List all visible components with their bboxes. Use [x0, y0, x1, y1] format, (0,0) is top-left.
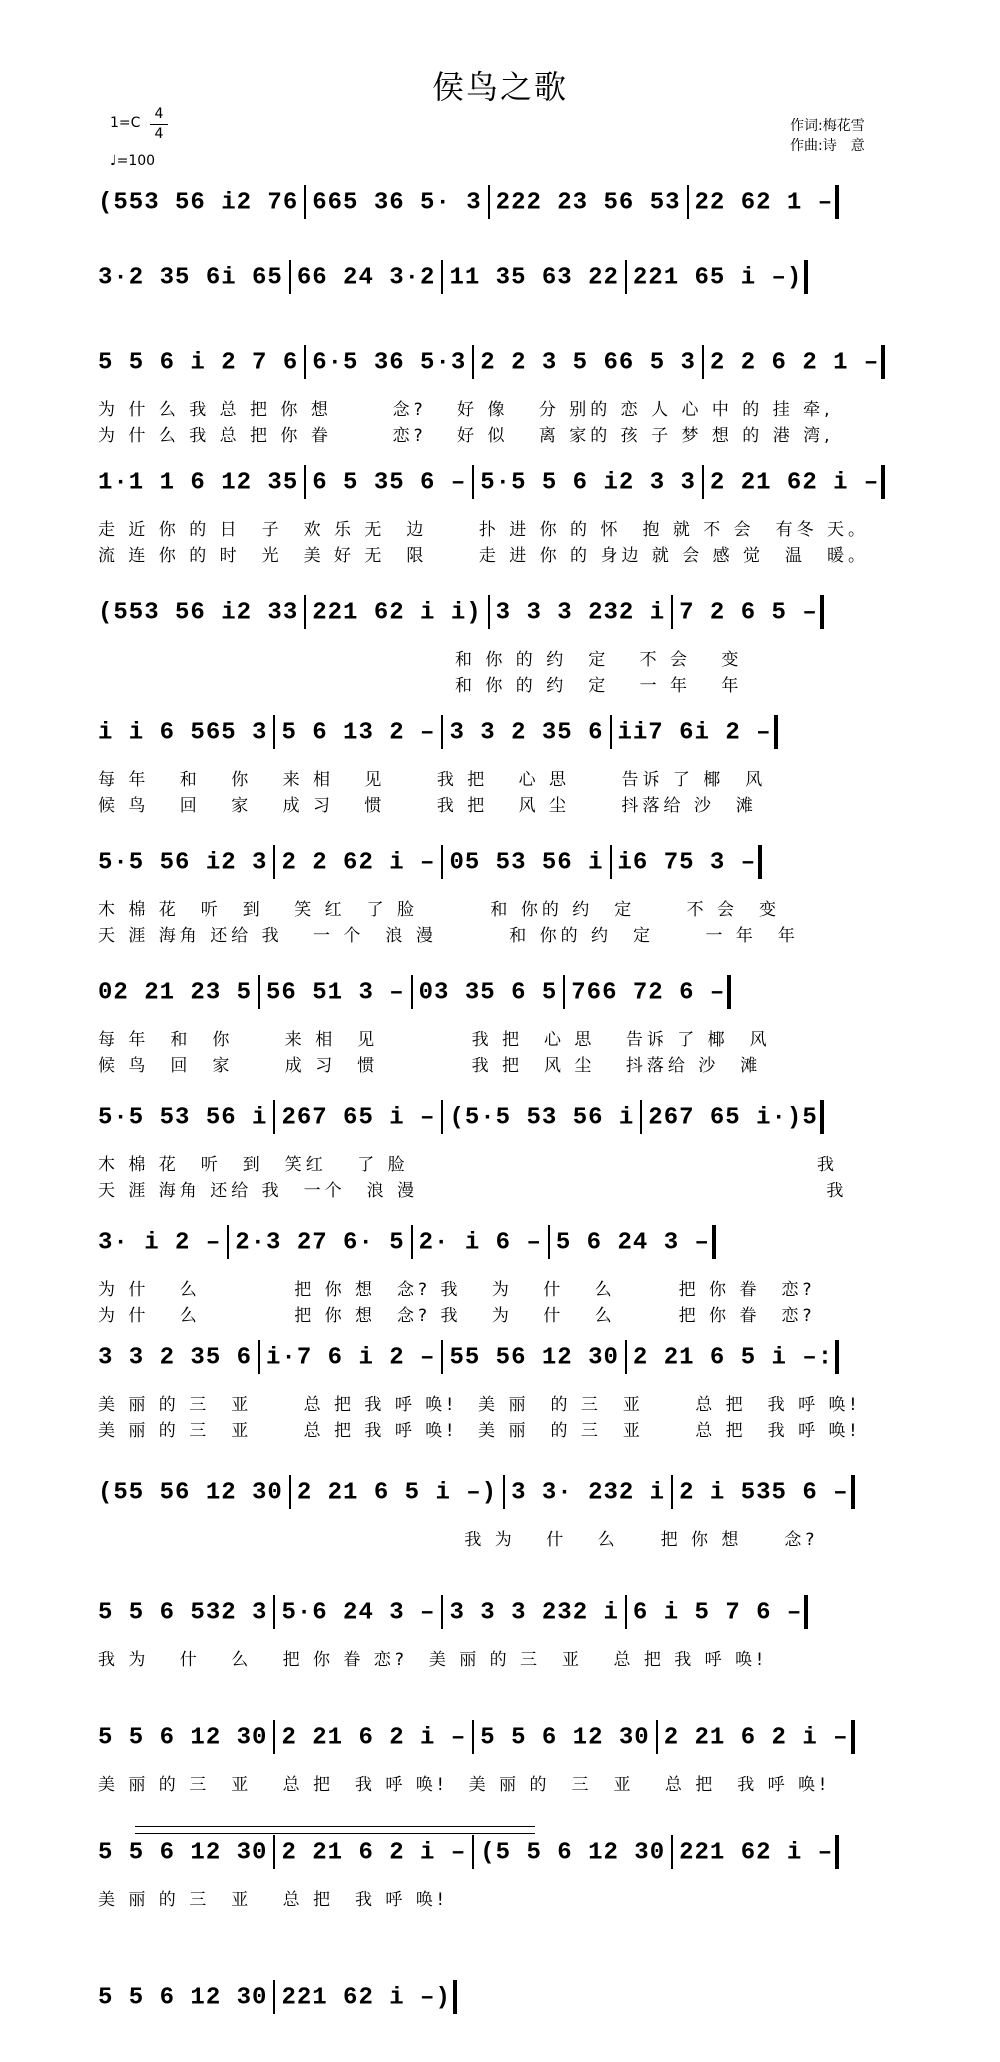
measure: 2 21 6 5 i –:	[632, 1344, 834, 1372]
measure: 5 5 6 12 30	[98, 1724, 268, 1752]
barline	[712, 1225, 716, 1259]
lyric-line: 为 什 么 我 总 把 你 眷 恋? 好 似 离 家的 孩 子 梦 想 的 港 湾,	[98, 426, 834, 446]
measure: 3 3 2 35 6	[449, 719, 604, 747]
barline	[258, 975, 260, 1009]
score-line	[98, 260, 908, 294]
barline	[273, 1835, 275, 1869]
barline	[273, 1980, 275, 2014]
lyricist: 作词:梅花雪	[790, 118, 865, 134]
measure: (553 56 i2 76	[98, 189, 299, 217]
lyric-line: 我 为 什 么 把 你 想 念?	[98, 1530, 819, 1550]
measure: 05 53 56 i	[449, 849, 604, 877]
lyric-line: 和 你 的 约 定 不 会 变	[98, 650, 743, 670]
barline	[881, 345, 885, 379]
barline	[441, 1595, 443, 1629]
lyric-line: 美 丽 的 三 亚 总 把 我 呼 唤! 美 丽 的 三 亚 总 把 我 呼 唤!	[98, 1775, 830, 1795]
barline	[804, 260, 808, 294]
measure: (55 56 12 30	[98, 1479, 283, 1507]
barline	[441, 715, 443, 749]
barline	[441, 845, 443, 879]
measure: 222 23 56 53	[495, 189, 681, 217]
measure: 5·5 5 6 i2 3 3	[480, 469, 696, 497]
barline	[727, 975, 731, 1009]
lyric-line: 候 鸟 回 家 成 习 惯 我 把 风 尘 抖落给 沙 滩	[98, 796, 757, 816]
measure: 2· i 6 –	[418, 1229, 542, 1257]
barline	[472, 1835, 474, 1869]
barline	[441, 1100, 443, 1134]
barline	[702, 465, 704, 499]
measure: 03 35 6 5	[418, 979, 558, 1007]
lyric-line: 为 什 么 把 你 想 念? 我 为 什 么 把 你 眷 恋?	[98, 1280, 816, 1300]
barline	[453, 1980, 457, 2014]
page-title: 侯鸟之歌	[431, 68, 568, 106]
barline	[273, 845, 275, 879]
measure: 221 62 i i)	[312, 599, 482, 627]
barline	[851, 1720, 855, 1754]
time-signature	[150, 106, 168, 143]
measure: ii7 6i 2 –	[617, 719, 772, 747]
barline	[774, 715, 778, 749]
measure: 221 62 i –	[679, 1839, 834, 1867]
lyric-line: 候 鸟 回 家 成 习 惯 我 把 风 尘 抖落给 沙 滩	[98, 1056, 762, 1076]
measure: 22 62 1 –	[694, 189, 834, 217]
barline	[820, 1100, 824, 1134]
barline	[625, 260, 627, 294]
score-line	[98, 1595, 908, 1629]
barline	[881, 465, 885, 499]
lyric-line: 木 棉 花 听 到 笑红 了 脸 我	[98, 1155, 839, 1175]
lyric-line: 每 年 和 你 来 相 见 我 把 心 思 告诉 了 椰 风	[98, 1030, 771, 1050]
barline	[687, 185, 689, 219]
measure: 02 21 23 5	[98, 979, 253, 1007]
measure: 2 21 6 2 i –	[281, 1839, 467, 1867]
barline	[289, 1475, 291, 1509]
lyric-line: 每 年 和 你 来 相 见 我 把 心 思 告诉 了 椰 风	[98, 770, 767, 790]
measure: 2 i 535 6 –	[679, 1479, 849, 1507]
lyric-line: 天 涯 海角 还给 我 一个 浪 漫 我	[98, 1181, 848, 1201]
measure: 56 51 3 –	[266, 979, 405, 1007]
measure: 3· i 2 –	[98, 1229, 222, 1257]
lyric-line: 美 丽 的 三 亚 总 把 我 呼 唤! 美 丽 的 三 亚 总 把 我 呼 唤!	[98, 1421, 861, 1441]
barline	[610, 845, 612, 879]
measure: (5 5 6 12 30	[480, 1839, 666, 1867]
measure: 2·3 27 6· 5	[235, 1229, 405, 1257]
lyric-line: 流 连 你 的 时 光 美 好 无 限 走 进 你 的 身边 就 会 感 觉 温 暖。	[98, 546, 870, 566]
lyric-line: 为 什 么 把 你 想 念? 我 为 什 么 把 你 眷 恋?	[98, 1306, 816, 1326]
measure: 5 5 6 532 3	[98, 1599, 268, 1627]
measure: 5 5 6 i 2 7 6	[98, 349, 299, 377]
measure: 5 5 6 12 30	[98, 1984, 268, 2012]
barline	[656, 1720, 658, 1754]
barline	[411, 975, 413, 1009]
score-line	[98, 1340, 908, 1374]
barline	[625, 1340, 627, 1374]
barline	[671, 1475, 673, 1509]
composer: 作曲:诗 意	[790, 138, 865, 154]
measure: 66 24 3·2	[296, 264, 436, 292]
barline	[804, 1595, 808, 1629]
barline	[304, 465, 306, 499]
measure: 2 21 62 i –	[709, 469, 880, 497]
barline	[625, 1595, 627, 1629]
measure: 6·5 36 5·3	[312, 349, 467, 377]
barline	[671, 1835, 673, 1869]
measure: i i 6 565 3	[98, 719, 268, 747]
barline	[441, 260, 443, 294]
measure: 5·5 53 56 i	[98, 1104, 268, 1132]
score-line	[98, 185, 908, 219]
barline	[258, 1340, 260, 1374]
credits	[790, 116, 865, 156]
measure: 3·2 35 6i 65	[98, 264, 283, 292]
score-line	[98, 465, 908, 499]
measure: 55 56 12 30	[449, 1344, 619, 1372]
barline	[273, 1100, 275, 1134]
measure: 3 3· 232 i	[511, 1479, 666, 1507]
measure: i6 75 3 –	[617, 849, 757, 877]
score-line	[98, 975, 908, 1009]
double-line-mark	[135, 1826, 535, 1834]
measure: 2 2 3 5 66 5 3	[480, 349, 696, 377]
score-line	[98, 1475, 908, 1509]
measure: (553 56 i2 33	[98, 599, 299, 627]
measure: 665 36 5· 3	[312, 189, 482, 217]
barline	[472, 1720, 474, 1754]
measure: 2 2 62 i –	[281, 849, 436, 877]
measure: 221 62 i –)	[281, 1984, 451, 2012]
barline	[227, 1225, 229, 1259]
lyric-line: 美 丽 的 三 亚 总 把 我 呼 唤!	[98, 1890, 448, 1910]
barline	[671, 595, 673, 629]
barline	[835, 1835, 839, 1869]
barline	[640, 1100, 642, 1134]
measure: 5 6 24 3 –	[555, 1229, 710, 1257]
barline	[472, 465, 474, 499]
barline	[488, 595, 490, 629]
measure: 2 21 6 2 i –	[281, 1724, 467, 1752]
measure: 5 5 6 12 30	[480, 1724, 650, 1752]
barline	[758, 845, 762, 879]
score-line	[98, 345, 908, 379]
measure: 2 2 6 2 1 –	[709, 349, 880, 377]
barline	[820, 595, 824, 629]
score-line	[98, 1720, 908, 1754]
measure: 267 65 i –	[281, 1104, 436, 1132]
barline	[273, 1720, 275, 1754]
score-line	[98, 1980, 908, 2014]
score-line	[98, 845, 908, 879]
lyric-line: 我 为 什 么 把 你 眷 恋? 美 丽 的 三 亚 总 把 我 呼 唤!	[98, 1650, 767, 1670]
time-divider	[150, 124, 168, 125]
tempo-marking: ♩=100	[110, 153, 156, 169]
barline	[702, 345, 704, 379]
measure: 3 3 3 232 i	[449, 1599, 619, 1627]
measure: 5·6 24 3 –	[281, 1599, 436, 1627]
measure: 5 5 6 12 30	[98, 1839, 268, 1867]
score-line	[98, 595, 908, 629]
barline	[610, 715, 612, 749]
barline	[304, 345, 306, 379]
barline	[548, 1225, 550, 1259]
score-line	[98, 1225, 908, 1259]
barline	[273, 1595, 275, 1629]
lyric-line: 木 棉 花 听 到 笑 红 了 脸 和 你的 约 定 不 会 变	[98, 900, 781, 920]
score-line	[98, 1835, 908, 1869]
measure: 7 2 6 5 –	[679, 599, 818, 627]
barline	[488, 185, 490, 219]
barline	[563, 975, 565, 1009]
lyric-line: 为 什 么 我 总 把 你 想 念? 好 像 分 别的 恋 人 心 中 的 挂 牵,	[98, 400, 834, 420]
measure: 2 21 6 5 i –)	[296, 1479, 498, 1507]
measure: 3 3 2 35 6	[98, 1344, 253, 1372]
barline	[851, 1475, 855, 1509]
barline	[835, 1340, 839, 1374]
score-line	[98, 715, 908, 749]
lyric-line: 走 近 你 的 日 子 欢 乐 无 边 扑 进 你 的 怀 抱 就 不 会 有冬 天。	[98, 520, 870, 540]
barline	[503, 1475, 505, 1509]
measure: 6 5 35 6 –	[312, 469, 467, 497]
measure: 11 35 63 22	[449, 264, 619, 292]
barline	[441, 1340, 443, 1374]
lyric-line: 和 你 的 约 定 一 年 年	[98, 676, 743, 696]
barline	[472, 345, 474, 379]
measure: 5 6 13 2 –	[281, 719, 436, 747]
lyric-line: 天 涯 海角 还给 我 一 个 浪 漫 和 你的 约 定 一 年 年	[98, 926, 799, 946]
measure: (5·5 53 56 i	[449, 1104, 635, 1132]
measure: 3 3 3 232 i	[495, 599, 666, 627]
measure: i·7 6 i 2 –	[266, 1344, 436, 1372]
key-signature: 1=C	[110, 115, 141, 131]
measure: 766 72 6 –	[571, 979, 726, 1007]
score-line	[98, 1100, 908, 1134]
time-denominator: 4	[154, 126, 164, 142]
barline	[289, 260, 291, 294]
measure: 221 65 i –)	[632, 264, 803, 292]
barline	[835, 185, 839, 219]
lyric-line: 美 丽 的 三 亚 总 把 我 呼 唤! 美 丽 的 三 亚 总 把 我 呼 唤!	[98, 1395, 861, 1415]
barline	[304, 595, 306, 629]
measure: 5·5 56 i2 3	[98, 849, 268, 877]
measure: 1·1 1 6 12 35	[98, 469, 299, 497]
barline	[411, 1225, 413, 1259]
time-numerator: 4	[154, 106, 164, 122]
measure: 2 21 6 2 i –	[663, 1724, 849, 1752]
measure: 267 65 i·)5	[648, 1104, 818, 1132]
measure: 6 i 5 7 6 –	[632, 1599, 803, 1627]
barline	[273, 715, 275, 749]
barline	[304, 185, 306, 219]
